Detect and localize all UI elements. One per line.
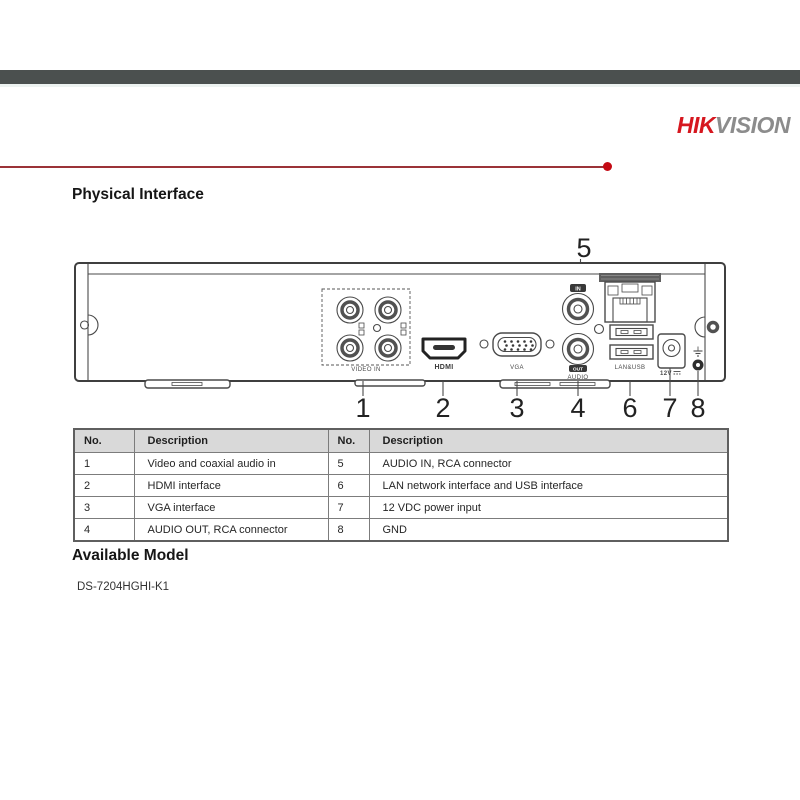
cell-no: 4 xyxy=(74,519,134,542)
callout-5: 5 xyxy=(576,233,592,263)
cell-no: 1 xyxy=(74,453,134,475)
callout-2: 2 xyxy=(435,393,451,423)
cell-description: VGA interface xyxy=(134,497,328,519)
top-divider-bar xyxy=(0,70,800,84)
power-label: 12V xyxy=(660,371,672,377)
hikvision-logo xyxy=(677,112,790,139)
red-divider-dot xyxy=(603,162,612,171)
cell-no: 2 xyxy=(74,475,134,497)
audio-in-badge-label: IN xyxy=(575,286,581,293)
audio-label: AUDIO xyxy=(567,375,589,381)
rear-panel-diagram xyxy=(60,228,740,423)
cell-description: Video and coaxial audio in xyxy=(134,453,328,475)
hdmi-label: HDMI xyxy=(434,364,454,371)
cell-description: GND xyxy=(369,519,728,542)
red-divider-line xyxy=(0,166,604,168)
vga-label: VGA xyxy=(510,365,524,371)
cell-no: 3 xyxy=(74,497,134,519)
usb-port-2 xyxy=(610,345,653,359)
callout-8: 8 xyxy=(690,393,706,423)
chassis-feet xyxy=(145,380,610,388)
table-row xyxy=(74,475,728,497)
table-row xyxy=(74,497,728,519)
cell-no: 7 xyxy=(328,497,369,519)
table-header-row xyxy=(74,429,728,453)
callout-6: 6 xyxy=(622,393,638,423)
cell-description: HDMI interface xyxy=(134,475,328,497)
cell-no: 5 xyxy=(328,453,369,475)
col-header-no-2: No. xyxy=(328,429,369,453)
audio-out-badge-label: OUT xyxy=(572,367,584,373)
callout-3: 3 xyxy=(509,393,525,423)
callout-1: 1 xyxy=(355,393,371,423)
cell-description: LAN network interface and USB interface xyxy=(369,475,728,497)
cell-description: AUDIO OUT, RCA connector xyxy=(134,519,328,542)
table-row xyxy=(74,453,728,475)
top-divider-highlight xyxy=(0,84,800,87)
col-header-desc-2: Description xyxy=(369,429,728,453)
callout-7: 7 xyxy=(662,393,678,423)
model-number: DS-7204HGHI-K1 xyxy=(77,581,170,593)
logo-vision: VISION xyxy=(715,112,790,138)
logo-hik: HIK xyxy=(676,112,716,138)
cell-no: 8 xyxy=(328,519,369,542)
callout-4: 4 xyxy=(570,393,586,423)
lan-usb-label: LAN&USB xyxy=(614,365,646,371)
usb-port-1 xyxy=(610,325,653,339)
col-header-no-1: No. xyxy=(74,429,134,453)
physical-interface-title: Physical Interface xyxy=(72,186,204,203)
rj45-port xyxy=(605,282,655,322)
cell-description: 12 VDC power input xyxy=(369,497,728,519)
cell-description: AUDIO IN, RCA connector xyxy=(369,453,728,475)
video-in-label: VIDEO IN xyxy=(351,367,381,373)
lan-shield xyxy=(599,273,661,282)
cell-no: 6 xyxy=(328,475,369,497)
interface-spec-table xyxy=(73,428,729,542)
col-header-desc-1: Description xyxy=(134,429,328,453)
table-row xyxy=(74,519,728,542)
available-model-title: Available Model xyxy=(72,547,189,564)
